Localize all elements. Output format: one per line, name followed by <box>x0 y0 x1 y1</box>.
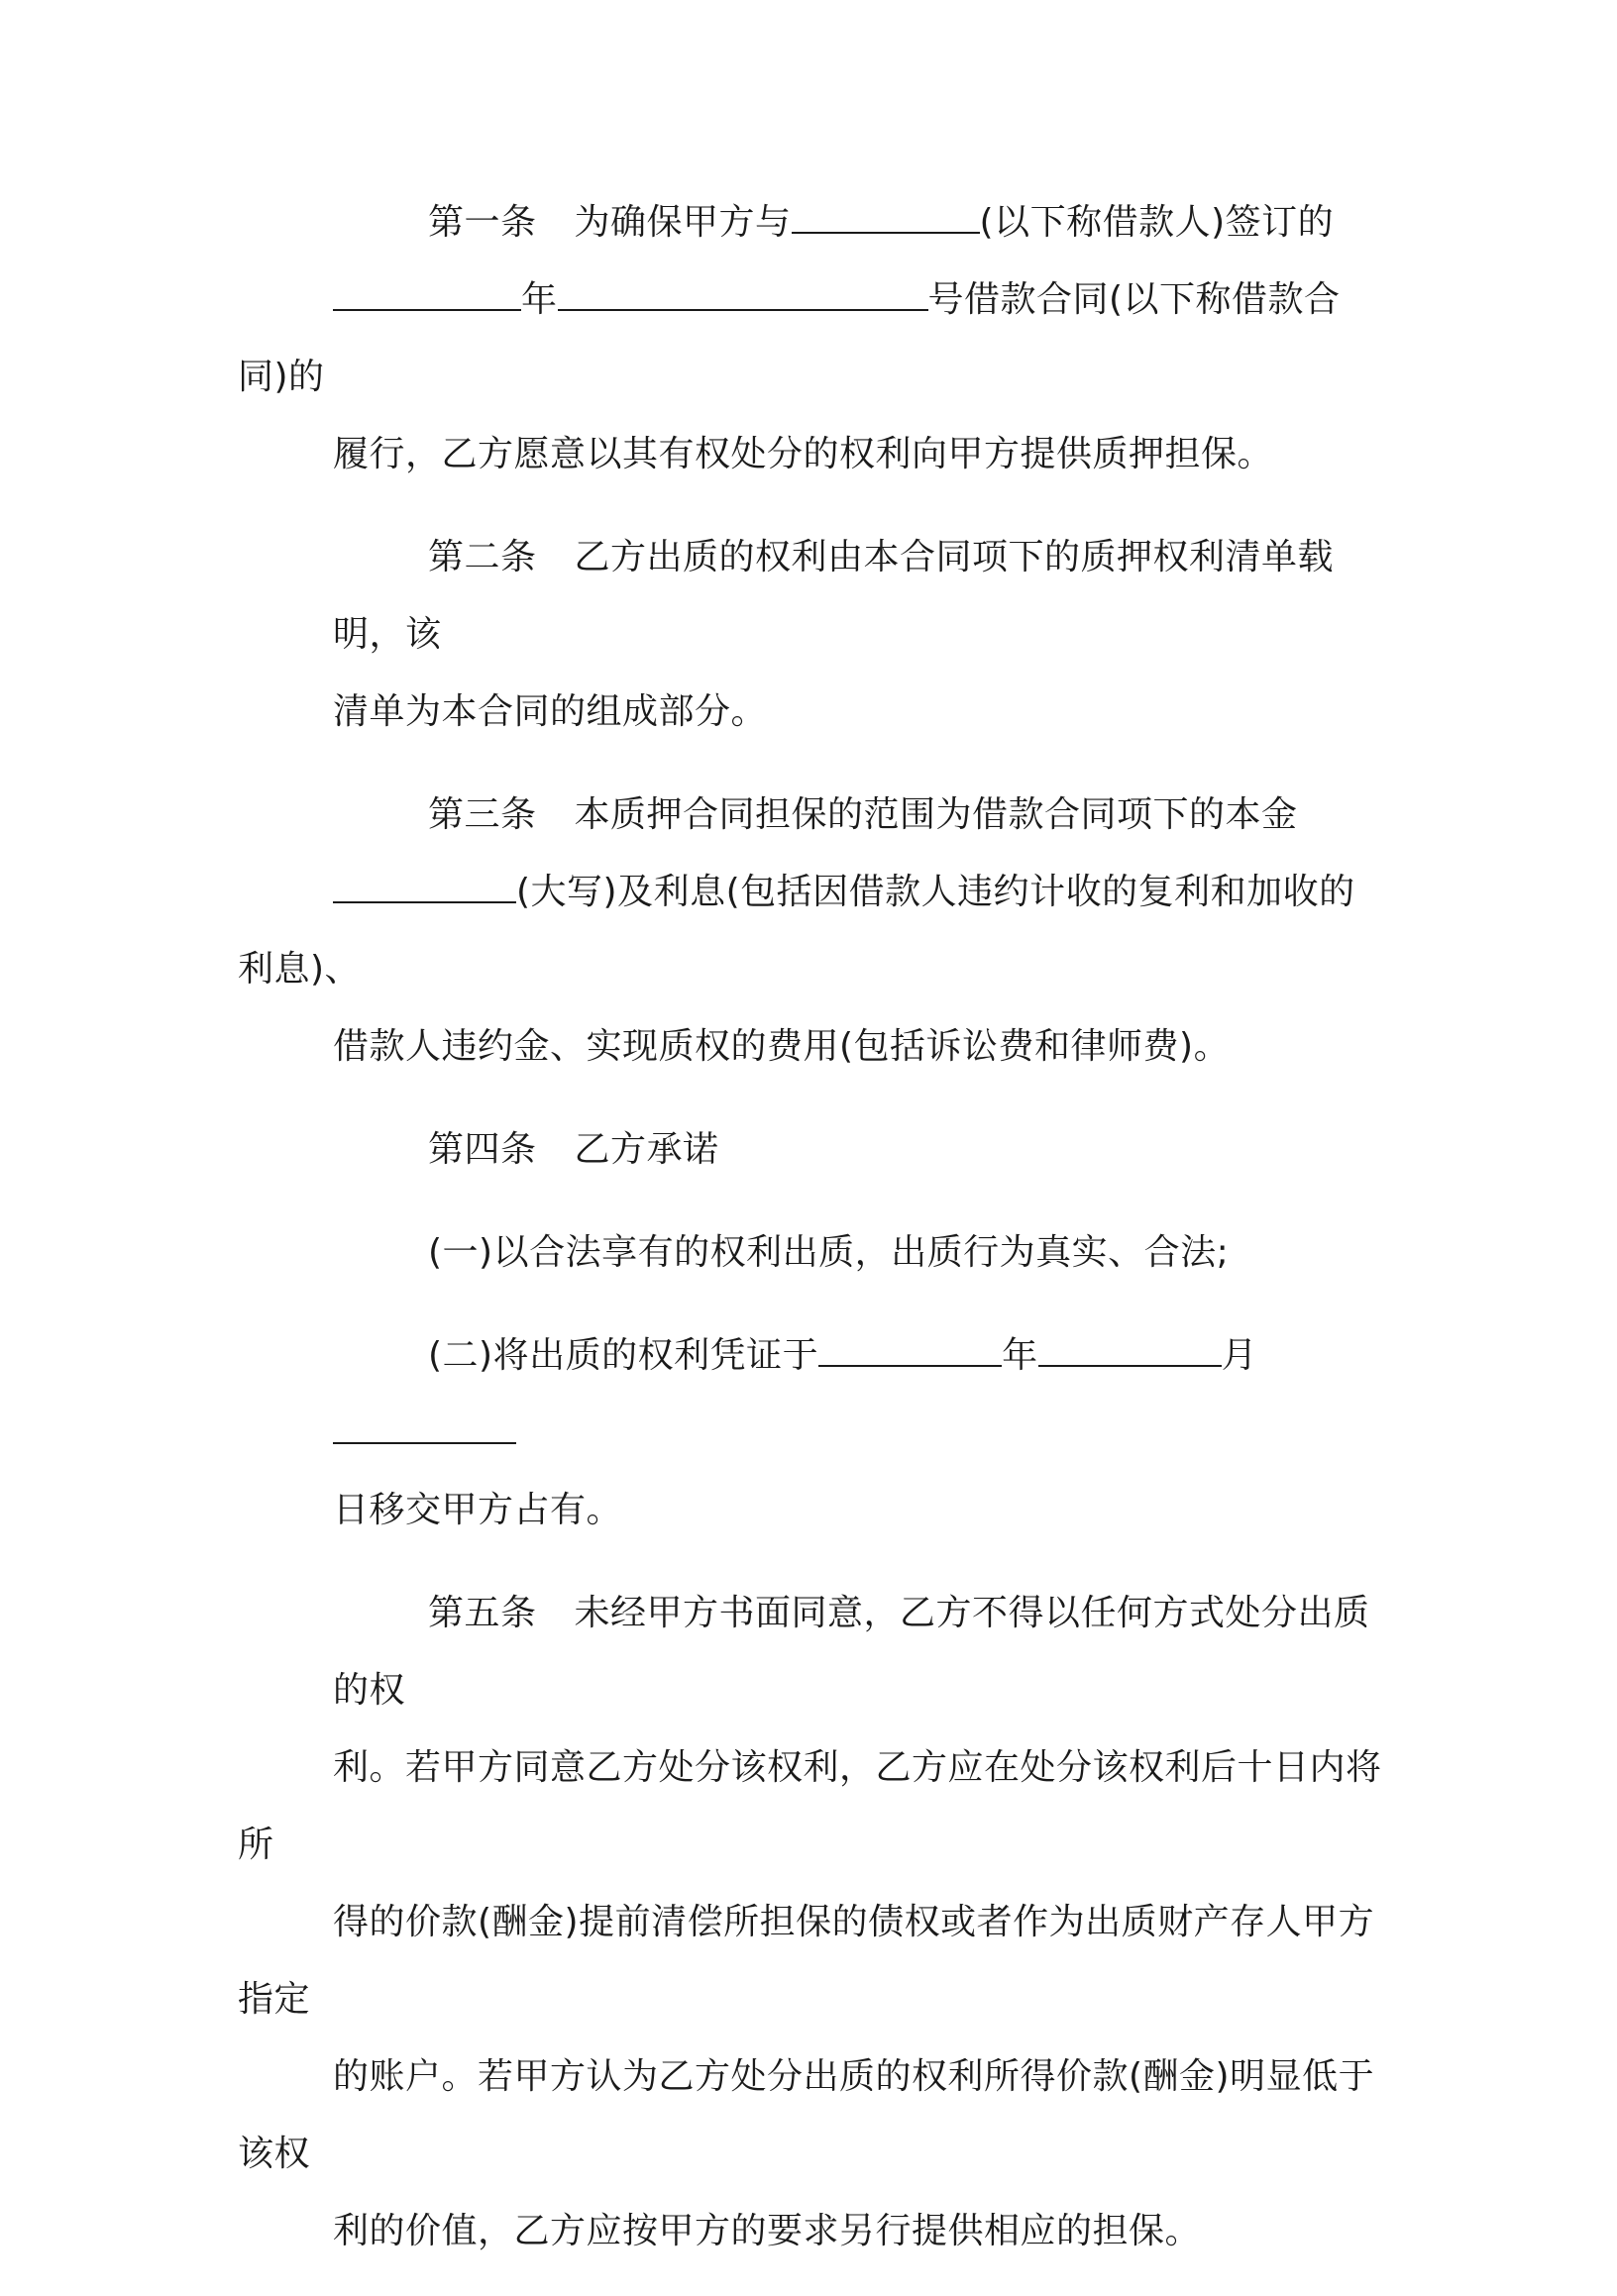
article-3-line-1 <box>238 777 1387 854</box>
article-4-item-1 <box>238 1214 1387 1292</box>
article-4-text-1: 乙方承诺 <box>574 1129 719 1170</box>
article-5-text-1: 未经甲方书面同意，乙方不得以任何方式处分出质的权 <box>333 1593 1370 1711</box>
article-5-line-2: 利。若甲方同意乙方处分该权利，乙方应在处分该权利后十日内将所 <box>238 1747 1382 1865</box>
article-2 <box>238 519 1387 751</box>
blank-lender-name <box>792 188 980 234</box>
article-2-text-1: 乙方出质的权利由本合同项下的质押权利清单载明，该 <box>333 537 1335 655</box>
article-1-heading: 第一条 <box>428 202 537 243</box>
blank-handover-year <box>818 1321 1002 1367</box>
article-1 <box>238 184 1387 493</box>
article-4-line-1 <box>238 1111 1387 1189</box>
article-5-line-1 <box>238 1575 1387 1729</box>
article-3-line-2 <box>238 854 1387 1008</box>
article-5-line-4: 的账户。若甲方认为乙方处分出质的权利所得价款(酬金)明显低于该权 <box>238 2056 1375 2174</box>
article-4-item-2-line-2: 日移交甲方占有。 <box>333 1490 623 1530</box>
article-1-text-2: (以下称借款人)签订的 <box>979 202 1335 243</box>
article-1-line-2 <box>238 261 1387 416</box>
article-3-heading: 第三条 <box>428 794 537 835</box>
article-4-item-2-text-3: 月 <box>1221 1335 1258 1376</box>
article-2-line-2: 清单为本合同的组成部分。 <box>333 691 768 732</box>
article-2-heading: 第二条 <box>428 537 537 577</box>
blank-handover-day <box>333 1399 516 1444</box>
article-3-text-2: (大写)及利息(包括因借款人违约计收的复利和加收的利息)、 <box>238 872 1355 990</box>
article-5-heading: 第五条 <box>428 1593 537 1633</box>
article-4 <box>238 1111 1387 1189</box>
article-1-text-1: 为确保甲方与 <box>574 202 792 243</box>
article-4-item-2-text-2: 年 <box>1002 1335 1038 1376</box>
article-2-line-1 <box>238 519 1387 674</box>
article-1-line-1 <box>238 184 1387 261</box>
blank-handover-month <box>1038 1321 1222 1367</box>
article-5 <box>238 1575 1387 2270</box>
article-1-text-3: 年 <box>521 279 558 320</box>
document-body <box>238 184 1387 2296</box>
article-4-heading: 第四条 <box>428 1129 537 1170</box>
article-1-line-3: 履行，乙方愿意以其有权处分的权利向甲方提供质押担保。 <box>333 434 1274 474</box>
article-5-line-5: 利的价值，乙方应按甲方的要求另行提供相应的担保。 <box>333 2211 1202 2251</box>
article-3-line-3: 借款人违约金、实现质权的费用(包括诉讼费和律师费)。 <box>333 1026 1231 1067</box>
article-5-line-3: 得的价款(酬金)提前清偿所担保的债权或者作为出质财产存人甲方指定 <box>238 1902 1375 2020</box>
blank-contract-year <box>333 265 521 311</box>
article-4-item-2-line-1 <box>238 1317 1387 1472</box>
article-3 <box>238 777 1387 1086</box>
article-4-item-1-line: (一)以合法享有的权利出质，出质行为真实、合法; <box>428 1232 1230 1273</box>
article-1-text-4: 号借款合同(以下称借款合同)的 <box>238 279 1341 397</box>
blank-principal-amount <box>333 858 516 903</box>
article-4-item-2-text-1: (二)将出质的权利凭证于 <box>428 1335 819 1376</box>
blank-contract-number <box>558 265 928 311</box>
article-3-text-1: 本质押合同担保的范围为借款合同项下的本金 <box>574 794 1298 835</box>
article-4-item-2 <box>238 1317 1387 1549</box>
